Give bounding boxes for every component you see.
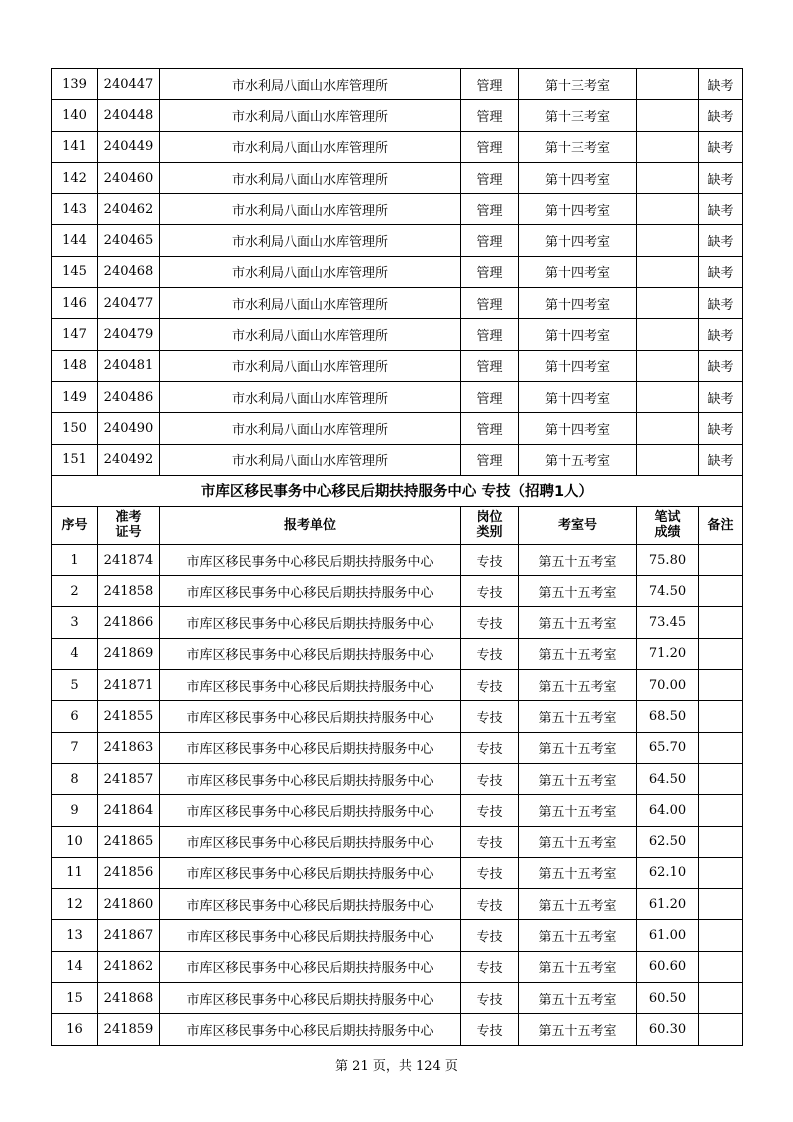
cell-note: 缺考 [699,194,743,225]
cell-room: 第五十五考室 [519,826,637,857]
cell-unit: 市水利局八面山水库管理所 [160,131,461,162]
cell-note [699,826,743,857]
cell-category: 专技 [461,951,519,982]
cell-ticket: 240479 [98,319,160,350]
header-score-line2: 成绩 [654,525,681,541]
cell-unit: 市水利局八面山水库管理所 [160,444,461,475]
cell-seq: 149 [52,381,98,412]
cell-ticket: 241864 [98,795,160,826]
table-row [52,1014,743,1045]
cell-score: 61.20 [637,889,699,920]
cell-ticket: 240490 [98,413,160,444]
cell-score [637,256,699,287]
cell-unit: 市库区移民事务中心移民后期扶持服务中心 [160,1014,461,1045]
cell-category: 管理 [461,225,519,256]
cell-category: 专技 [461,889,519,920]
cell-seq: 2 [52,576,98,607]
cell-room: 第五十五考室 [519,701,637,732]
cell-score: 73.45 [637,607,699,638]
cell-category: 管理 [461,100,519,131]
cell-seq: 10 [52,826,98,857]
cell-seq: 140 [52,100,98,131]
cell-score: 62.10 [637,857,699,888]
cell-seq: 148 [52,350,98,381]
cell-note: 缺考 [699,444,743,475]
cell-note: 缺考 [699,350,743,381]
table-row [52,162,743,193]
cell-score [637,381,699,412]
cell-unit: 市库区移民事务中心移民后期扶持服务中心 [160,576,461,607]
cell-ticket: 241871 [98,670,160,701]
table-row [52,763,743,794]
cell-ticket: 241856 [98,857,160,888]
cell-note: 缺考 [699,162,743,193]
cell-seq: 4 [52,638,98,669]
cell-score: 65.70 [637,732,699,763]
cell-ticket: 240468 [98,256,160,287]
cell-category: 管理 [461,381,519,412]
cell-category: 专技 [461,701,519,732]
cell-seq: 151 [52,444,98,475]
cell-score: 71.20 [637,638,699,669]
table-row [52,951,743,982]
table-row [52,225,743,256]
cell-category: 管理 [461,69,519,100]
cell-note: 缺考 [699,319,743,350]
cell-seq: 145 [52,256,98,287]
cell-ticket: 241862 [98,951,160,982]
header-category-line1: 岗位 [476,510,503,526]
cell-note [699,920,743,951]
cell-category: 管理 [461,350,519,381]
cell-note: 缺考 [699,381,743,412]
table-row [52,857,743,888]
table-row [52,544,743,575]
cell-ticket: 241869 [98,638,160,669]
header-row [52,506,743,544]
cell-note [699,701,743,732]
header-score [637,506,699,544]
cell-score: 68.50 [637,701,699,732]
cell-room: 第五十五考室 [519,920,637,951]
header-category-line2: 类别 [476,525,503,541]
table-row [52,413,743,444]
cell-ticket: 241868 [98,983,160,1014]
table-row [52,288,743,319]
table-row [52,319,743,350]
bottom-rows-body [52,544,743,1045]
cell-ticket: 240465 [98,225,160,256]
cell-score [637,413,699,444]
cell-unit: 市库区移民事务中心移民后期扶持服务中心 [160,826,461,857]
cell-ticket: 240462 [98,194,160,225]
cell-ticket: 241874 [98,544,160,575]
cell-score [637,100,699,131]
cell-ticket: 240448 [98,100,160,131]
cell-score [637,131,699,162]
cell-room: 第十四考室 [519,288,637,319]
cell-ticket: 241857 [98,763,160,794]
cell-room: 第十五考室 [519,444,637,475]
cell-category: 管理 [461,131,519,162]
cell-category: 专技 [461,983,519,1014]
cell-seq: 12 [52,889,98,920]
table-row [52,100,743,131]
section-title-row [52,475,743,506]
cell-note [699,795,743,826]
cell-note: 缺考 [699,69,743,100]
cell-seq: 144 [52,225,98,256]
cell-room: 第五十五考室 [519,857,637,888]
header-score-line1: 笔试 [654,510,681,526]
cell-note [699,763,743,794]
cell-unit: 市库区移民事务中心移民后期扶持服务中心 [160,638,461,669]
cell-seq: 3 [52,607,98,638]
cell-ticket: 240449 [98,131,160,162]
table-row [52,983,743,1014]
table-row [52,638,743,669]
cell-category: 管理 [461,319,519,350]
cell-ticket: 240486 [98,381,160,412]
cell-room: 第十三考室 [519,69,637,100]
cell-unit: 市库区移民事务中心移民后期扶持服务中心 [160,795,461,826]
cell-score: 75.80 [637,544,699,575]
cell-note: 缺考 [699,225,743,256]
cell-unit: 市水利局八面山水库管理所 [160,194,461,225]
cell-room: 第十四考室 [519,381,637,412]
section-body [52,475,743,544]
cell-note [699,670,743,701]
cell-note [699,607,743,638]
results-table [51,68,743,1046]
cell-room: 第十四考室 [519,225,637,256]
cell-score: 60.60 [637,951,699,982]
cell-seq: 6 [52,701,98,732]
table-row [52,889,743,920]
cell-score: 74.50 [637,576,699,607]
cell-category: 专技 [461,544,519,575]
cell-seq: 141 [52,131,98,162]
header-seq: 序号 [52,506,98,544]
cell-unit: 市库区移民事务中心移民后期扶持服务中心 [160,857,461,888]
cell-room: 第五十五考室 [519,638,637,669]
cell-seq: 150 [52,413,98,444]
cell-note [699,951,743,982]
cell-room: 第五十五考室 [519,576,637,607]
cell-seq: 16 [52,1014,98,1045]
cell-unit: 市水利局八面山水库管理所 [160,288,461,319]
cell-seq: 5 [52,670,98,701]
cell-seq: 142 [52,162,98,193]
cell-category: 专技 [461,638,519,669]
cell-category: 管理 [461,256,519,287]
cell-score: 60.30 [637,1014,699,1045]
cell-unit: 市库区移民事务中心移民后期扶持服务中心 [160,920,461,951]
cell-unit: 市水利局八面山水库管理所 [160,69,461,100]
table-row [52,69,743,100]
cell-ticket: 241859 [98,1014,160,1045]
cell-category: 管理 [461,444,519,475]
cell-room: 第五十五考室 [519,951,637,982]
cell-category: 专技 [461,795,519,826]
cell-note: 缺考 [699,256,743,287]
top-rows-body [52,69,743,476]
cell-ticket: 241860 [98,889,160,920]
cell-note: 缺考 [699,131,743,162]
cell-category: 专技 [461,763,519,794]
cell-ticket: 240492 [98,444,160,475]
table-row [52,131,743,162]
cell-category: 专技 [461,607,519,638]
table-row [52,194,743,225]
cell-ticket: 241866 [98,607,160,638]
cell-unit: 市库区移民事务中心移民后期扶持服务中心 [160,701,461,732]
cell-category: 专技 [461,826,519,857]
cell-ticket: 240447 [98,69,160,100]
cell-category: 专技 [461,670,519,701]
cell-category: 专技 [461,576,519,607]
cell-note [699,544,743,575]
cell-score [637,69,699,100]
cell-unit: 市水利局八面山水库管理所 [160,381,461,412]
page-footer: 第 21 页，共 124 页 [335,1059,458,1074]
cell-note [699,638,743,669]
cell-room: 第五十五考室 [519,732,637,763]
header-room: 考室号 [519,506,637,544]
cell-note [699,889,743,920]
cell-category: 专技 [461,1014,519,1045]
cell-ticket: 241863 [98,732,160,763]
cell-seq: 9 [52,795,98,826]
cell-note: 缺考 [699,288,743,319]
cell-score [637,225,699,256]
cell-category: 管理 [461,288,519,319]
cell-note [699,732,743,763]
cell-unit: 市库区移民事务中心移民后期扶持服务中心 [160,607,461,638]
table-row [52,795,743,826]
cell-category: 管理 [461,194,519,225]
table-row [52,920,743,951]
cell-seq: 139 [52,69,98,100]
cell-room: 第五十五考室 [519,795,637,826]
cell-unit: 市水利局八面山水库管理所 [160,319,461,350]
cell-unit: 市库区移民事务中心移民后期扶持服务中心 [160,670,461,701]
cell-room: 第十四考室 [519,256,637,287]
cell-room: 第十三考室 [519,100,637,131]
cell-score: 62.50 [637,826,699,857]
table-row [52,576,743,607]
cell-ticket: 240481 [98,350,160,381]
cell-room: 第五十五考室 [519,607,637,638]
header-unit: 报考单位 [160,506,461,544]
section-title: 市库区移民事务中心移民后期扶持服务中心 专技（招聘1人） [52,475,743,506]
header-category [461,506,519,544]
cell-unit: 市库区移民事务中心移民后期扶持服务中心 [160,732,461,763]
cell-score: 61.00 [637,920,699,951]
cell-seq: 8 [52,763,98,794]
cell-seq: 14 [52,951,98,982]
cell-room: 第十四考室 [519,413,637,444]
cell-note: 缺考 [699,413,743,444]
header-ticket-line1: 准考 [115,510,142,526]
cell-score [637,444,699,475]
cell-score [637,194,699,225]
cell-score: 70.00 [637,670,699,701]
table-row [52,732,743,763]
cell-room: 第五十五考室 [519,889,637,920]
cell-score: 64.00 [637,795,699,826]
cell-score [637,350,699,381]
table-row [52,607,743,638]
table-row [52,701,743,732]
cell-unit: 市库区移民事务中心移民后期扶持服务中心 [160,763,461,794]
cell-note: 缺考 [699,100,743,131]
cell-unit: 市水利局八面山水库管理所 [160,256,461,287]
header-ticket [98,506,160,544]
cell-note [699,983,743,1014]
cell-score [637,319,699,350]
cell-category: 管理 [461,162,519,193]
table-row [52,826,743,857]
table-row [52,444,743,475]
cell-unit: 市库区移民事务中心移民后期扶持服务中心 [160,889,461,920]
cell-unit: 市库区移民事务中心移民后期扶持服务中心 [160,983,461,1014]
cell-score [637,288,699,319]
cell-seq: 13 [52,920,98,951]
cell-unit: 市库区移民事务中心移民后期扶持服务中心 [160,951,461,982]
cell-unit: 市水利局八面山水库管理所 [160,162,461,193]
table-row [52,256,743,287]
cell-seq: 147 [52,319,98,350]
cell-ticket: 240477 [98,288,160,319]
cell-room: 第十四考室 [519,194,637,225]
cell-note [699,857,743,888]
cell-room: 第十四考室 [519,319,637,350]
cell-seq: 15 [52,983,98,1014]
cell-category: 专技 [461,732,519,763]
cell-room: 第五十五考室 [519,763,637,794]
cell-unit: 市水利局八面山水库管理所 [160,413,461,444]
table-row [52,350,743,381]
cell-room: 第十四考室 [519,350,637,381]
results-sheet [51,68,742,1046]
cell-ticket: 241858 [98,576,160,607]
cell-ticket: 240460 [98,162,160,193]
cell-score: 64.50 [637,763,699,794]
cell-category: 专技 [461,857,519,888]
cell-score [637,162,699,193]
cell-room: 第五十五考室 [519,1014,637,1045]
cell-room: 第五十五考室 [519,670,637,701]
cell-ticket: 241865 [98,826,160,857]
cell-seq: 1 [52,544,98,575]
cell-unit: 市水利局八面山水库管理所 [160,100,461,131]
header-ticket-line2: 证号 [115,525,142,541]
cell-room: 第十三考室 [519,131,637,162]
table-row [52,381,743,412]
cell-score: 60.50 [637,983,699,1014]
cell-room: 第五十五考室 [519,983,637,1014]
cell-seq: 146 [52,288,98,319]
cell-seq: 11 [52,857,98,888]
cell-category: 专技 [461,920,519,951]
cell-unit: 市水利局八面山水库管理所 [160,350,461,381]
cell-note [699,1014,743,1045]
cell-unit: 市水利局八面山水库管理所 [160,225,461,256]
cell-ticket: 241855 [98,701,160,732]
header-note: 备注 [699,506,743,544]
cell-note [699,576,743,607]
cell-ticket: 241867 [98,920,160,951]
cell-room: 第五十五考室 [519,544,637,575]
cell-seq: 7 [52,732,98,763]
table-row [52,670,743,701]
cell-seq: 143 [52,194,98,225]
cell-room: 第十四考室 [519,162,637,193]
cell-unit: 市库区移民事务中心移民后期扶持服务中心 [160,544,461,575]
cell-category: 管理 [461,413,519,444]
